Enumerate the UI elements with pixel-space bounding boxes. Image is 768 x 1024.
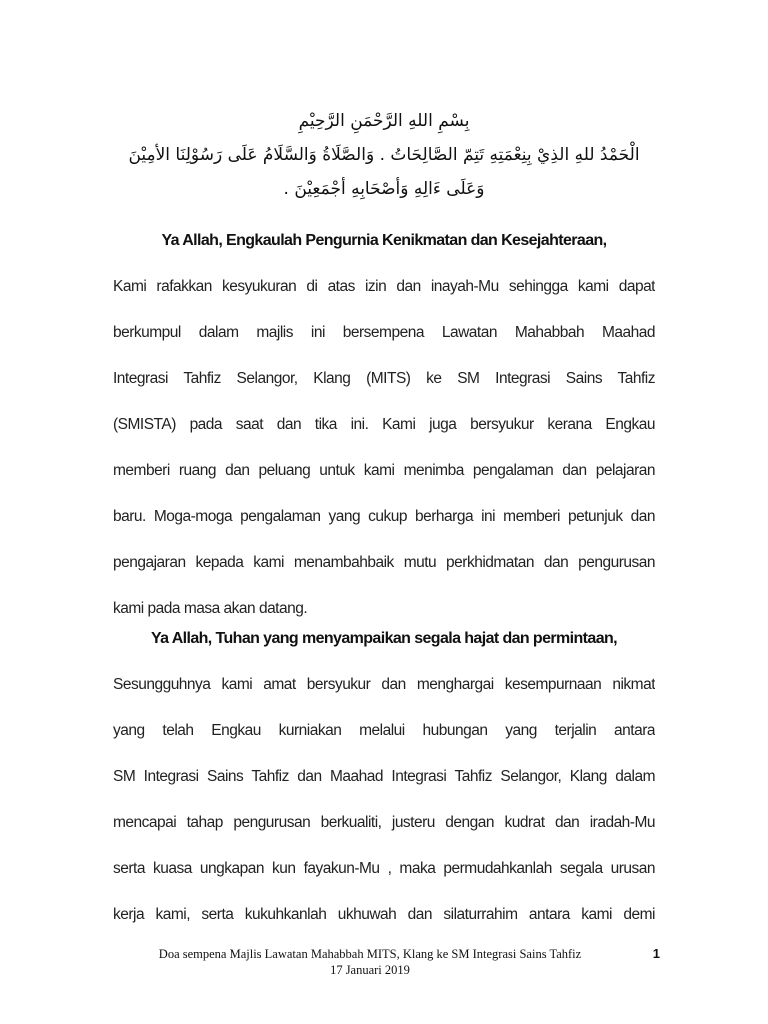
section2-paragraph (113, 662, 655, 938)
paragraph-line: berkumpul dalam majlis ini bersempena Lawatan Mahabbah Maahad (113, 324, 655, 341)
paragraph-line: Integrasi Tahfiz Selangor, Klang (MITS) ke SM Integrasi Sains Tahfiz (113, 370, 655, 387)
salawat-line: وَعَلَى ءَالِهِ وَأصْحَابِهِ أجْمَعِيْنَ . (283, 179, 485, 199)
paragraph-line: serta kuasa ungkapan kun fayakun-Mu , maka permudahkanlah segala urusan (113, 860, 655, 877)
section2-heading: Ya Allah, Tuhan yang menyampaikan segala hajat dan permintaan, (150, 630, 618, 647)
page-footer (120, 946, 620, 978)
paragraph-line: kerja kami, serta kukuhkanlah ukhuwah dan silaturrahim antara kami demi (113, 906, 655, 923)
paragraph-line: mencapai tahap pengurusan berkualiti, justeru dengan kudrat dan iradah-Mu (113, 814, 655, 831)
hamdalah-line: الْحَمْدُ للهِ الذِيْ بِنِعْمَتِهِ تَتِمّ الصَّالِحَاتُ . وَالصَّلَاةُ وَالسَّلَامُ عَلَى رَسُوْلِنَا الأمِيْنَ (128, 145, 640, 165)
section1-heading: Ya Allah, Engkaulah Pengurnia Kenikmatan dan Kesejahteraan, (161, 232, 607, 249)
footer-date: 17 Januari 2019 (330, 963, 410, 977)
paragraph-line: Kami rafakkan kesyukuran di atas izin dan inayah-Mu sehingga kami dapat (113, 278, 655, 295)
page-number: 1 (652, 946, 660, 961)
paragraph-line: baru. Moga-moga pengalaman yang cukup berharga ini memberi petunjuk dan (113, 508, 655, 525)
footer-title: Doa sempena Majlis Lawatan Mahabbah MITS, Klang ke SM Integrasi Sains Tahfiz (158, 947, 582, 961)
paragraph-line: (SMISTA) pada saat dan tika ini. Kami juga bersyukur kerana Engkau (113, 416, 655, 433)
paragraph-line: memberi ruang dan peluang untuk kami menimba pengalaman dan pelajaran (113, 462, 655, 479)
paragraph-line: yang telah Engkau kurniakan melalui hubungan yang terjalin antara (113, 722, 655, 739)
paragraph-line: pengajaran kepada kami menambahbaik mutu perkhidmatan dan pengurusan (113, 554, 655, 571)
bismillah-line: بِسْمِ اللهِ الرَّحْمَنِ الرَّحِيْمِ (298, 111, 470, 131)
paragraph-line: kami pada masa akan datang. (113, 600, 308, 617)
paragraph-line: Sesungguhnya kami amat bersyukur dan menghargai kesempurnaan nikmat (113, 676, 655, 693)
paragraph-line: SM Integrasi Sains Tahfiz dan Maahad Integrasi Tahfiz Selangor, Klang dalam (113, 768, 655, 785)
section1-paragraph (113, 264, 655, 632)
